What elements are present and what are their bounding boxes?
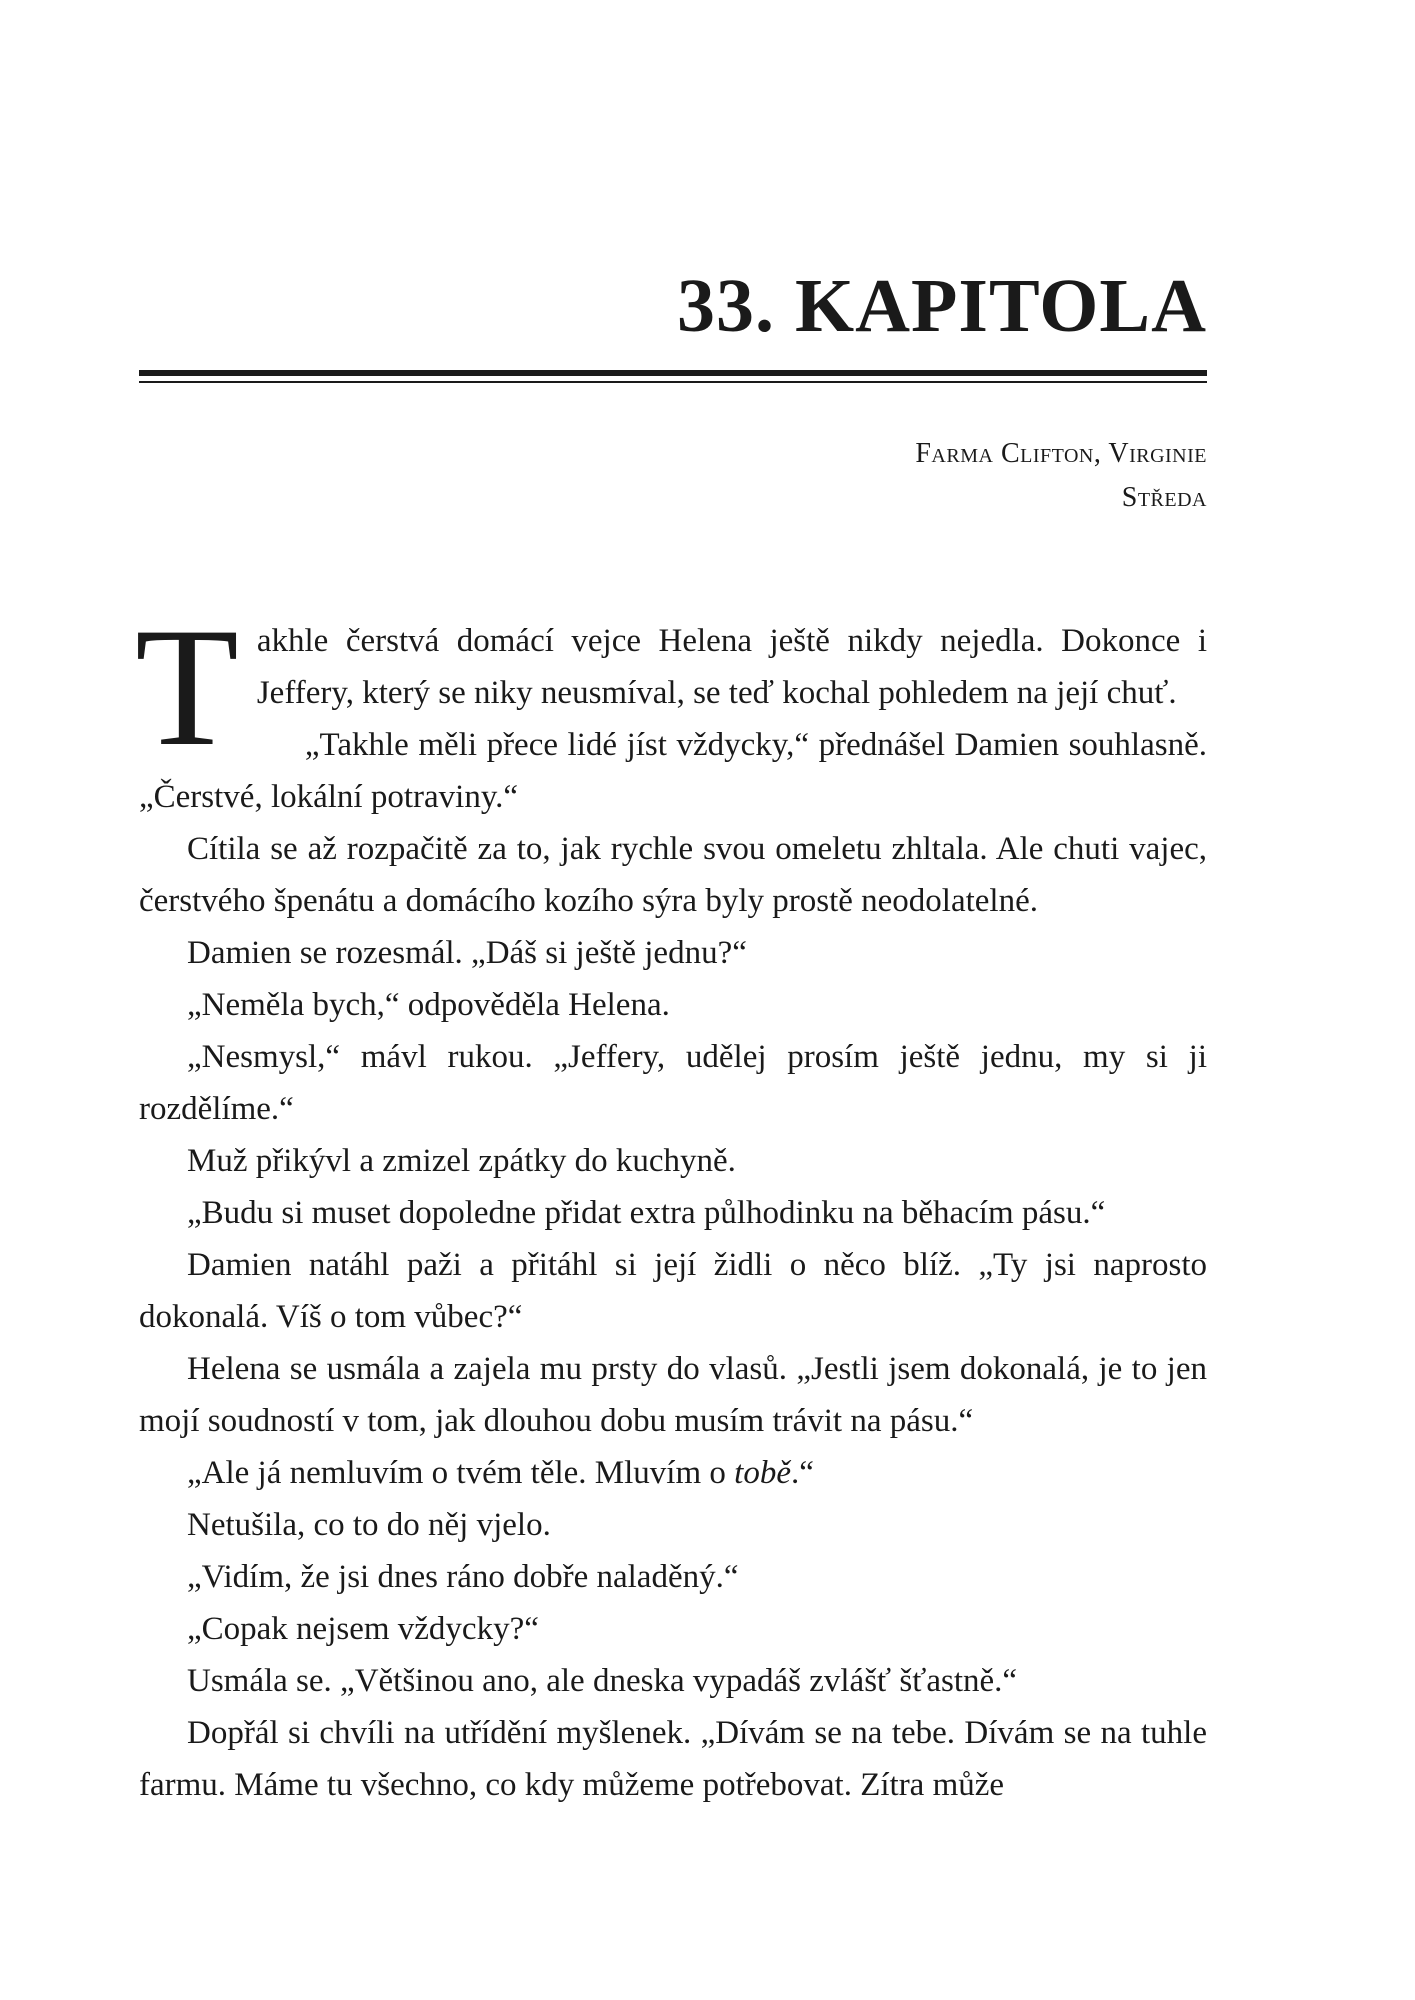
paragraph-13: „Vidím, že jsi dnes ráno dobře naladěný.“ (187, 1559, 739, 1595)
paragraph-14: „Copak nejsem vždycky?“ (187, 1611, 539, 1647)
paragraph-11-end: .“ (790, 1455, 814, 1491)
chapter-location: Farma Clifton, Virginie (915, 438, 1207, 469)
paragraph-12: Netušila, co to do něj vjelo. (187, 1507, 551, 1543)
paragraph-5: „Neměla bych,“ odpověděla Helena. (187, 987, 670, 1023)
paragraph-2: „Takhle měli přece lidé jíst vždycky,“ přednášel Damien souhlasně. „Čerstvé, lokální potraviny.“ (139, 727, 1207, 815)
chapter-day: Středa (1121, 482, 1207, 513)
paragraph-10: Helena se usmála a zajela mu prsty do vlasů. „Jestli jsem dokonalá, je to jen mojí soudností v tom, jak dlouhou dobu musím trávit na pásu.“ (139, 1351, 1207, 1439)
paragraph-4: Damien se rozesmál. „Dáš si ještě jednu?“ (187, 935, 747, 971)
paragraph-7: Muž přikývl a zmizel zpátky do kuchyně. (187, 1143, 736, 1179)
paragraph-3: Cítila se až rozpačitě za to, jak rychle svou omeletu zhltala. Ale chuti vajec, čerstvého špenátu a domácího kozího sýra byly prostě neodolatelné. (139, 831, 1207, 919)
drop-cap: T (135, 593, 239, 781)
paragraph-9: Damien natáhl paži a přitáhl si její židli o něco blíž. „Ty jsi naprosto dokonalá. Víš o tom vůbec?“ (139, 1247, 1207, 1335)
paragraph-16: Dopřál si chvíli na utřídění myšlenek. „Dívám se na tebe. Dívám se na tuhle farmu. Máme tu všechno, co kdy můžeme potřebovat. Zítra může (139, 1715, 1207, 1803)
paragraph-8: „Budu si muset dopoledne přidat extra půlhodinku na běhacím pásu.“ (187, 1195, 1106, 1231)
chapter-location-block (915, 432, 1207, 520)
chapter-title: 33. KAPITOLA (676, 264, 1207, 348)
paragraph-11 (139, 1447, 1207, 1499)
paragraph-11-start: „Ale já nemluvím o tvém těle. Mluvím o (187, 1455, 735, 1491)
paragraph-15: Usmála se. „Většinou ano, ale dneska vypadáš zvlášť šťastně.“ (187, 1663, 1018, 1699)
paragraph-1-text: akhle čerstvá domácí vejce Helena ještě nikdy nejedla. Dokonce i Jeffery, který se niky neusmíval, se teď kochal pohledem na její chuť. (256, 623, 1207, 711)
title-rule-thin (139, 381, 1207, 383)
paragraph-6: „Nesmysl,“ mávl rukou. „Jeffery, udělej prosím ještě jednu, my si ji rozdělíme.“ (139, 1039, 1207, 1127)
paragraph-11-emphasis: tobě (734, 1455, 791, 1491)
chapter-body (135, 593, 1207, 1811)
title-rule-thick (139, 370, 1207, 376)
